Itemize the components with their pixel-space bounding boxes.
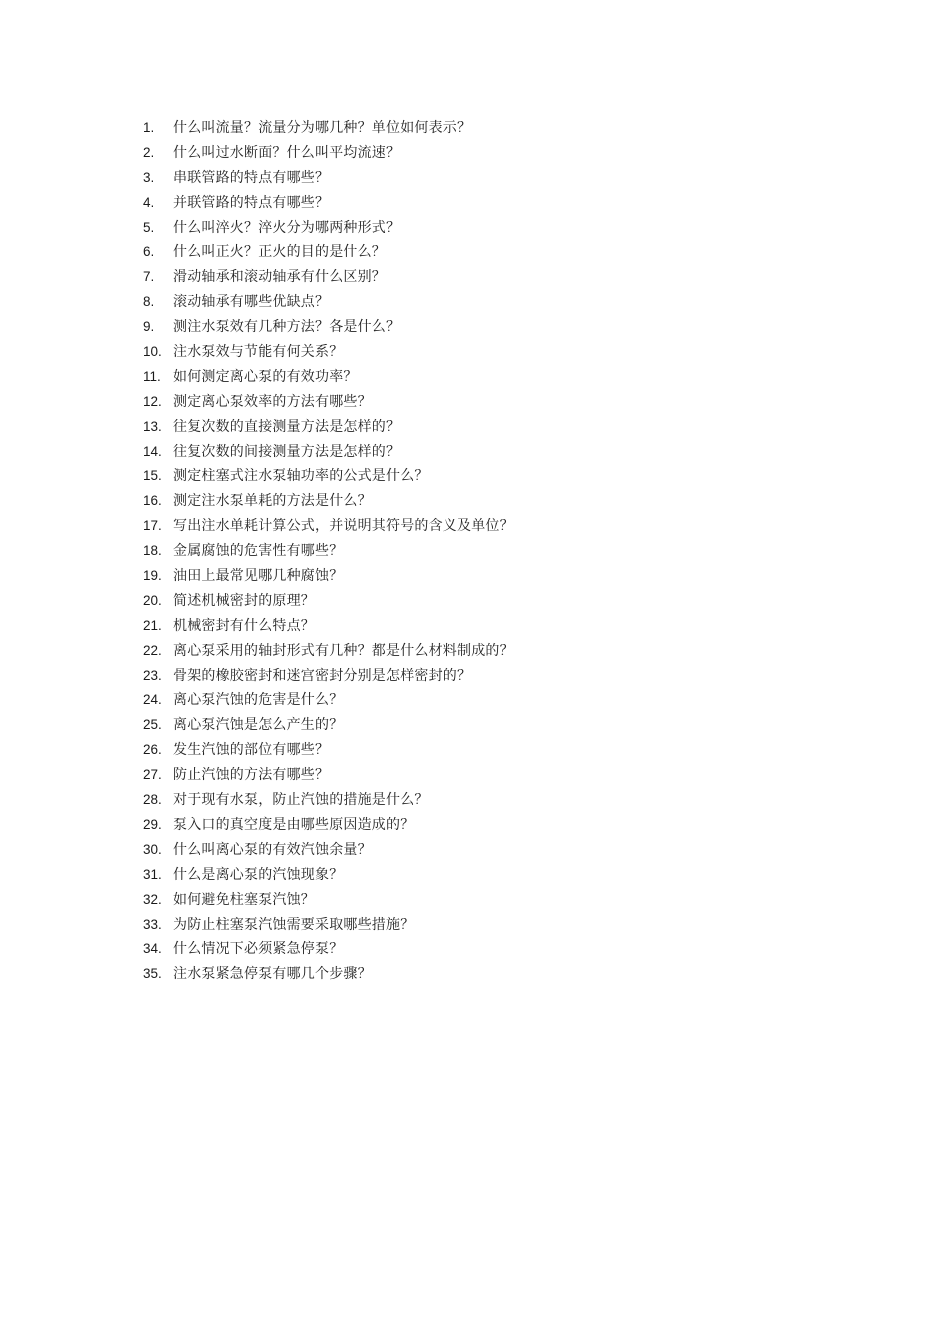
question-item-30	[143, 838, 843, 863]
question-text: 写出注水单耗计算公式，并说明其符号的含义及单位？	[173, 518, 514, 535]
question-text: 什么叫过水断面？什么叫平均流速？	[173, 144, 401, 161]
question-text: 为防止柱塞泵汽蚀需要采取哪些措施？	[173, 916, 415, 933]
question-number: 35.	[143, 966, 162, 982]
question-number: 7.	[143, 269, 155, 285]
question-item-10	[143, 340, 843, 365]
question-item-29	[143, 813, 843, 838]
question-text: 测定离心泵效率的方法有哪些？	[173, 393, 372, 410]
question-number: 31.	[143, 866, 162, 882]
question-number: 2.	[143, 144, 155, 160]
question-item-27	[143, 763, 843, 788]
question-text: 往复次数的直接测量方法是怎样的？	[173, 418, 401, 435]
question-text: 注水泵效与节能有何关系？	[173, 344, 344, 361]
question-number: 28.	[143, 792, 162, 808]
question-item-9	[143, 315, 843, 340]
question-text: 注水泵紧急停泵有哪几个步骤？	[173, 966, 372, 983]
question-item-8	[143, 290, 843, 315]
question-text: 骨架的橡胶密封和迷宫密封分别是怎样密封的？	[173, 667, 472, 684]
question-item-2	[143, 141, 843, 166]
question-text: 测注水泵效有几种方法？各是什么？	[173, 319, 401, 336]
question-number: 21.	[143, 617, 162, 633]
question-text: 离心泵汽蚀的危害是什么？	[173, 692, 344, 709]
question-item-19	[143, 564, 843, 589]
question-number: 11.	[143, 368, 161, 384]
question-text: 测定柱塞式注水泵轴功率的公式是什么？	[173, 468, 429, 485]
question-text: 并联管路的特点有哪些？	[173, 194, 330, 211]
question-number: 8.	[143, 294, 155, 310]
question-item-32	[143, 888, 843, 913]
question-item-35	[143, 962, 843, 987]
question-number: 22.	[143, 642, 162, 658]
question-item-33	[143, 913, 843, 938]
question-item-28	[143, 788, 843, 813]
question-item-7	[143, 265, 843, 290]
question-text: 金属腐蚀的危害性有哪些？	[173, 543, 344, 560]
question-number: 18.	[143, 543, 162, 559]
question-number: 19.	[143, 568, 162, 584]
question-number: 10.	[143, 344, 162, 360]
question-text: 什么叫流量？流量分为哪几种？单位如何表示？	[173, 120, 472, 136]
question-number: 26.	[143, 742, 162, 758]
question-item-17	[143, 514, 843, 539]
question-number: 1.	[143, 120, 155, 135]
question-text: 离心泵采用的轴封形式有几种？都是什么材料制成的？	[173, 642, 514, 659]
question-text: 防止汽蚀的方法有哪些？	[173, 767, 330, 784]
question-number: 17.	[143, 518, 162, 534]
question-item-18	[143, 539, 843, 564]
question-text: 如何避免柱塞泵汽蚀？	[173, 891, 315, 908]
question-number: 32.	[143, 891, 162, 907]
question-number: 30.	[143, 841, 162, 857]
question-number: 4.	[143, 194, 155, 210]
question-number: 34.	[143, 941, 162, 957]
question-number: 12.	[143, 393, 162, 409]
question-text: 往复次数的间接测量方法是怎样的？	[173, 443, 401, 460]
question-item-31	[143, 863, 843, 888]
question-text: 串联管路的特点有哪些？	[173, 169, 330, 186]
question-text: 机械密封有什么特点？	[173, 617, 315, 634]
question-item-13	[143, 415, 843, 440]
question-item-16	[143, 489, 843, 514]
question-text: 泵入口的真空度是由哪些原因造成的？	[173, 816, 415, 833]
question-item-11	[143, 365, 843, 390]
question-item-25	[143, 713, 843, 738]
question-number: 6.	[143, 244, 155, 260]
question-text: 油田上最常见哪几种腐蚀？	[173, 568, 344, 585]
question-number: 33.	[143, 916, 162, 932]
question-item-20	[143, 589, 843, 614]
question-item-4	[143, 191, 843, 216]
question-text: 什么情况下必须紧急停泵？	[173, 941, 344, 958]
question-item-34	[143, 937, 843, 962]
question-text: 离心泵汽蚀是怎么产生的？	[173, 717, 344, 734]
question-item-3	[143, 166, 843, 191]
question-item-24	[143, 688, 843, 713]
question-item-15	[143, 464, 843, 489]
question-text: 什么叫离心泵的有效汽蚀余量？	[173, 841, 372, 858]
question-number: 20.	[143, 592, 162, 608]
question-number: 5.	[143, 219, 155, 235]
question-item-6	[143, 240, 843, 265]
question-text: 如何测定离心泵的有效功率？	[173, 368, 358, 385]
question-text: 简述机械密封的原理？	[173, 592, 315, 609]
question-number: 15.	[143, 468, 162, 484]
question-text: 什么叫淬火？淬火分为哪两种形式？	[173, 219, 401, 236]
question-list	[143, 116, 843, 987]
question-text: 什么叫正火？正火的目的是什么？	[173, 244, 386, 261]
question-text: 对于现有水泵，防止汽蚀的措施是什么？	[173, 792, 429, 809]
question-number: 9.	[143, 319, 155, 335]
question-item-5	[143, 216, 843, 241]
question-item-1	[143, 116, 843, 141]
question-text: 滑动轴承和滚动轴承有什么区别？	[173, 269, 386, 286]
question-text: 测定注水泵单耗的方法是什么？	[173, 493, 372, 510]
question-number: 27.	[143, 767, 162, 783]
question-number: 25.	[143, 717, 162, 733]
question-number: 14.	[143, 443, 162, 459]
question-text: 发生汽蚀的部位有哪些？	[173, 742, 330, 759]
question-item-12	[143, 390, 843, 415]
question-number: 29.	[143, 816, 162, 832]
question-item-14	[143, 440, 843, 465]
question-item-23	[143, 664, 843, 689]
question-number: 3.	[143, 169, 155, 185]
question-item-22	[143, 639, 843, 664]
question-text: 滚动轴承有哪些优缺点？	[173, 294, 330, 311]
question-number: 24.	[143, 692, 162, 708]
question-item-26	[143, 738, 843, 763]
question-text: 什么是离心泵的汽蚀现象？	[173, 866, 344, 883]
question-number: 23.	[143, 667, 162, 683]
question-number: 13.	[143, 418, 162, 434]
question-item-21	[143, 614, 843, 639]
question-number: 16.	[143, 493, 162, 509]
